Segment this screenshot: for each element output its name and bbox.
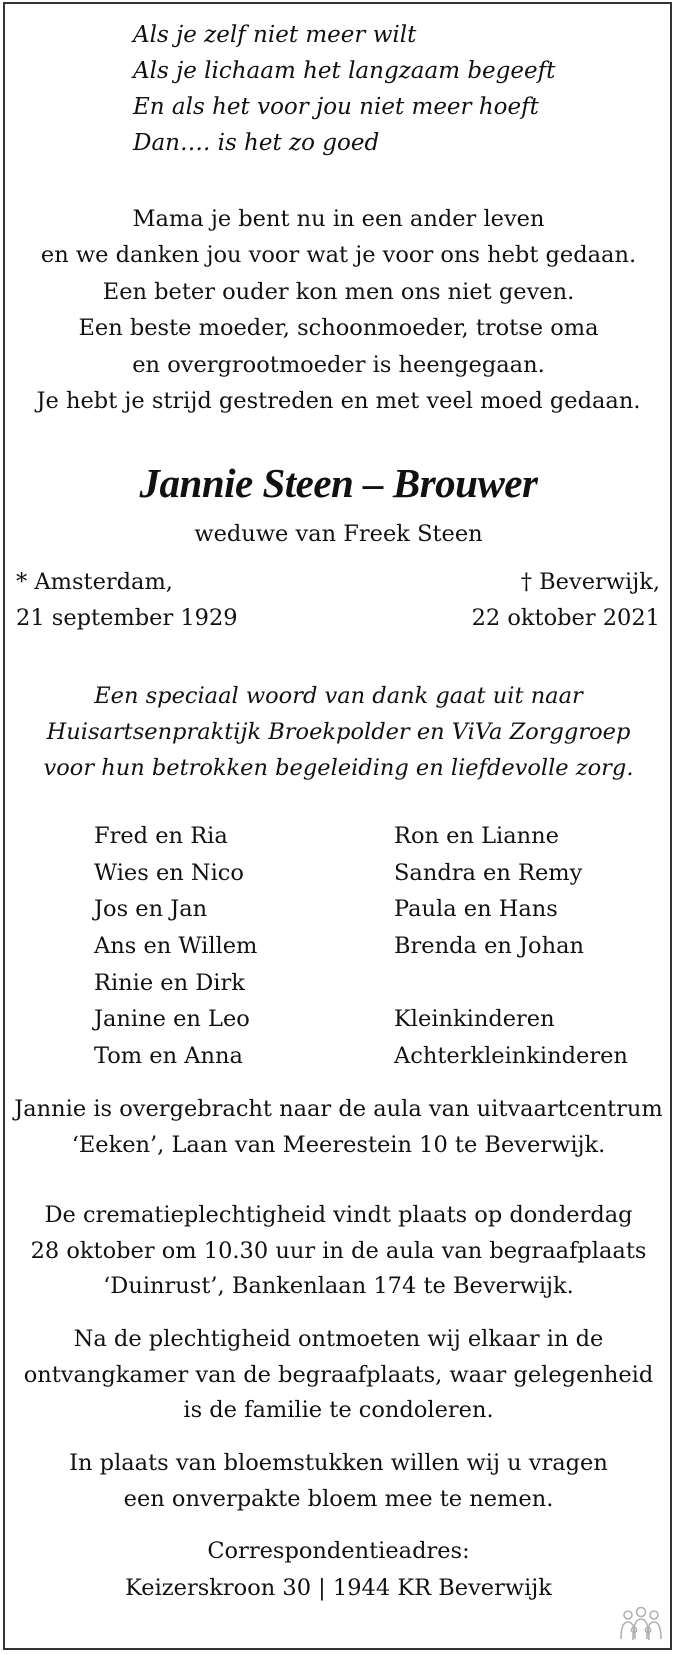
family-member: Rinie en Dirk (94, 969, 245, 996)
family-member: Tom en Anna (94, 1043, 243, 1070)
thanks-text (0, 678, 677, 786)
poem (133, 17, 555, 161)
family-member: Kleinkinderen (394, 1006, 555, 1033)
death-info (472, 564, 660, 636)
family-member: Brenda en Johan (394, 933, 584, 960)
thanks-line: Een speciaal woord van dank gaat uit naar (94, 683, 583, 709)
info-paragraph-ceremony (0, 1198, 677, 1305)
thanks-line: voor hun betrokken begeleiding en liefdevolle zorg. (43, 755, 634, 781)
dedication-line: Een beste moeder, schoonmoeder, trotse oma (78, 315, 599, 342)
birth-info (16, 564, 238, 636)
info-line: Jannie is overgebracht naar de aula van uitvaartcentrum (14, 1096, 663, 1122)
death-date: 22 oktober 2021 (471, 605, 660, 631)
info-paragraph-viewing (0, 1092, 677, 1163)
correspondence-address-line: Keizerskroon 30 | 1944 KR Beverwijk (125, 1575, 552, 1601)
dedication-line: en we danken jou voor wat je voor ons hebt gedaan. (40, 242, 637, 269)
deceased-name: Jannie Steen – Brouwer (139, 460, 538, 506)
poem-line: En als het voor jou niet meer hoeft (133, 94, 539, 120)
family-member: Ans en Willem (94, 933, 258, 960)
dedication-line: Je hebt je strijd gestreden en met veel moed gedaan. (36, 388, 641, 415)
poem-line: Als je zelf niet meer wilt (133, 22, 417, 48)
info-line: 28 oktober om 10.30 uur in de aula van begraafplaats (30, 1237, 647, 1264)
death-place: † Beverwijk, (520, 569, 660, 595)
info-line: ‘Duinrust’, Bankenlaan 174 te Beverwijk. (103, 1273, 574, 1299)
info-paragraph-flowers (0, 1446, 677, 1517)
dedication-line: Een beter ouder kon men ons niet geven. (102, 278, 575, 305)
info-line: ontvangkamer van de begraafplaats, waar gelegenheid (23, 1361, 654, 1388)
family-list-left (94, 818, 257, 1075)
family-member: Janine en Leo (94, 1006, 250, 1033)
family-member: Jos en Jan (94, 896, 208, 923)
birth-date: 21 september 1929 (16, 605, 238, 631)
info-line: De crematieplechtigheid vindt plaats op donderdag (44, 1202, 633, 1228)
dedication-line: en overgrootmoeder is heengegaan. (132, 351, 545, 378)
info-paragraph-condolences (0, 1322, 677, 1429)
info-line: een onverpakte bloem mee te nemen. (123, 1485, 554, 1512)
family-member: Sandra en Remy (394, 859, 583, 886)
info-line: Na de plechtigheid ontmoeten wij elkaar in de (73, 1326, 604, 1352)
family-member: Achterkleinkinderen (394, 1043, 628, 1070)
correspondence-address (0, 1533, 677, 1607)
info-line: In plaats van bloemstukken willen wij u vragen (69, 1450, 608, 1476)
birth-place: * Amsterdam, (16, 569, 173, 595)
family-member: Wies en Nico (94, 859, 244, 886)
family-list-right (394, 818, 628, 1075)
family-member: Ron en Lianne (394, 823, 559, 849)
info-line: is de familie te condoleren. (183, 1397, 494, 1423)
family-member: Fred en Ria (94, 823, 228, 849)
people-group-icon (618, 1606, 664, 1644)
family-member: Paula en Hans (394, 896, 558, 923)
dedication-text (0, 201, 677, 419)
poem-line: Als je lichaam het langzaam begeeft (133, 58, 556, 84)
family-spacer (394, 965, 628, 1002)
dedication-line: Mama je bent nu in een ander leven (132, 206, 545, 232)
poem-line: Dan…. is het zo goed (133, 130, 380, 156)
widow-of: weduwe van Freek Steen (194, 521, 483, 547)
info-line: ‘Eeken’, Laan van Meerestein 10 te Beverwijk. (71, 1131, 606, 1158)
correspondence-label: Correspondentieadres: (207, 1538, 470, 1564)
thanks-line: Huisartsenpraktijk Broekpolder en ViVa Zorggroep (46, 719, 631, 745)
